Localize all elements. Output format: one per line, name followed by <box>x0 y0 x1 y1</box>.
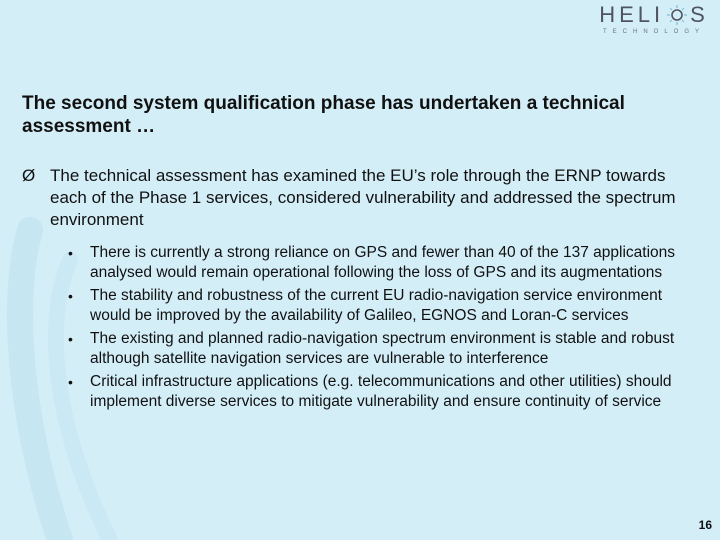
logo-word-right: S <box>690 2 709 27</box>
list-item <box>68 286 698 326</box>
list-item <box>68 243 698 283</box>
arrow-bullet-icon: Ø <box>22 166 36 185</box>
logo-subtitle: TECHNOLOGY <box>602 29 705 35</box>
bullet-dot-icon: • <box>68 374 73 390</box>
bullet-dot-icon: • <box>68 288 73 304</box>
helios-logo <box>596 4 712 35</box>
logo-wordmark <box>596 4 712 26</box>
bullet-dot-icon: • <box>68 331 73 347</box>
slide-title: The second system qualification phase has undertaken a technical assessment … <box>22 93 625 137</box>
sun-icon <box>667 5 687 25</box>
logo-word-left: HELI <box>599 2 665 27</box>
list-item <box>68 372 698 412</box>
bullet-text: The stability and robustness of the current EU radio-navigation service environment would be improved by the availability of Galileo, EGNOS and Loran-C services <box>90 287 663 324</box>
bullet-text: The existing and planned radio-navigation spectrum environment is stable and robust although satellite navigation services are vulnerable to interference <box>90 330 675 367</box>
list-item <box>68 329 698 369</box>
main-point <box>22 165 712 231</box>
page-number: 16 <box>698 518 712 532</box>
bullet-text: There is currently a strong reliance on GPS and fewer than 40 of the 137 applications analysed would remain operational following the loss of GPS and its augmentations <box>90 244 676 281</box>
main-point-text: The technical assessment has examined the EU’s role through the ERNP towards each of the Phase 1 services, considered vulnerability and addressed the spectrum environment <box>50 166 676 229</box>
bullet-text: Critical infrastructure applications (e.g. telecommunications and other utilities) should implement diverse services to mitigate vulnerability and ensure continuity of service <box>90 373 672 410</box>
bullet-dot-icon: • <box>68 245 73 261</box>
sub-bullet-list <box>68 243 698 415</box>
